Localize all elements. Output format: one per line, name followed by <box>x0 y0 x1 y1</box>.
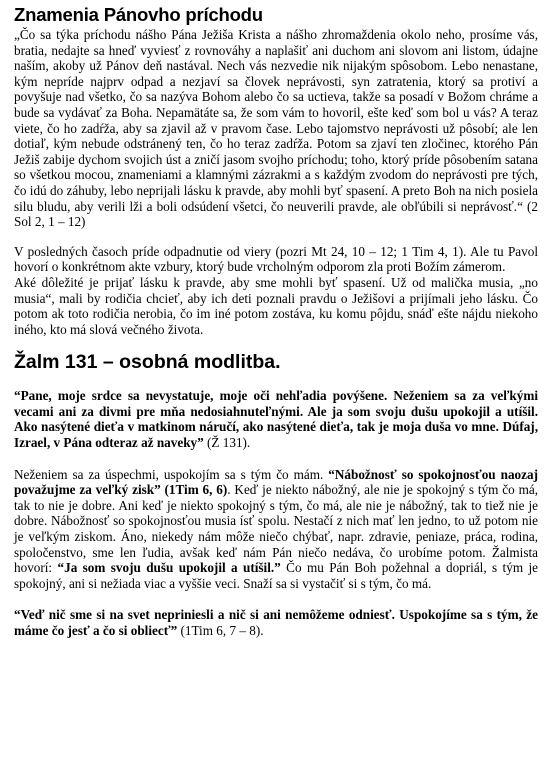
psalm-quote-paragraph <box>14 388 538 450</box>
closing-paragraph <box>14 607 538 638</box>
contentment-ending: Čo mu Pán Boh požehnal a dopriál, s tým je spokojný, ani si nežiada viac a vyššie veci. Snaží sa si vystačiť si s tým, čo má. <box>14 560 538 591</box>
psalm-reference: (Ž 131). <box>203 435 251 451</box>
section-title-psalm: Žalm 131 – osobná modlitba. <box>14 351 281 374</box>
contentment-paragraph <box>14 467 538 592</box>
scripture-quote-paragraph: „Čo sa týka príchodu nášho Pána Ježiša Krista a nášho zhromaždenia okolo neho, prosíme vás, bratia, nedajte sa hneď vyviesť z rovnováhy a naplašiť ani duchom ani slovom ani listom, údajne naším, akoby už Pánov deň nastával. Nech vás nezvedie nik nijakým spôsobom. Lebo nenastane, kým nepríde najprv odpad a nezjaví sa človek neprávosti, syn zatratenia, ktorý sa protiví a povyšuje nad všetko, čo sa nazýva Bohom alebo čo sa uctieva, takže sa posadí v Božom chráme a bude sa vydávať za Boha. Nepamätáte sa, že som vám to hovoril, ešte keď som bol u vás? A teraz viete, čo ho zadŕža, aby sa zjavil až v pravom čase. Lebo tajomstvo neprávosti už pôsobí; ale len dotiaľ, kým nebude odstránený ten, čo ho teraz zadŕža. Potom sa zjaví ten zločinec, ktorého Pán Ježiš zabije dychom svojich úst a zničí jasom svojho príchodu; toho, ktorý príde pôsobením satana so všetkou mocou, znameniami a klamnými zázrakmi a s každým zvodom do neprávosti pre tých, čo idú do záhuby, lebo neprijali lásku k pravde, aby mohli byť spasení. A preto Boh na nich posiela silu bludu, aby verili lži a boli odsúdení všetci, čo neuverili pravde, ale obľúbili si neprávosť.“ (2 Sol 2, 1 – 12) <box>14 27 538 230</box>
closing-reference: (1Tim 6, 7 – 8). <box>177 623 264 638</box>
contentment-intro: Neženiem sa za úspechmi, uspokojím sa s tým čo mám. <box>14 466 329 482</box>
timothy-quote: “Nábožnosť so spokojnosťou naozaj považujme za veľký zisk” (1Tim 6, 6) <box>14 466 538 498</box>
psalm-quote-text: “Pane, moje srdce sa nevystatuje, moje oči nehľadia povýšene. Neženiem sa za veľkými vecami ani za divmi pre mňa nedosiahnuteľnými. Ale ja som svoju dušu upokojil a utíšil. Ako nasýtené dieťa v matkinom náručí, ako nasýtené dieťa, tak je moja duša vo mne. Dúfaj, Izrael, v Pána odteraz až naveky” <box>14 388 538 451</box>
closing-quote: “Veď nič sme si na svet nepriniesli a nič si ani nemôžeme odniesť. Uspokojíme sa s tým, že máme čo jesť a čo si obliecť” <box>14 607 538 638</box>
psalmist-quote: “Ja som svoju dušu upokojil a utíšil.” <box>57 560 281 576</box>
contentment-body: . Keď je niekto nábožný, ale nie je spokojný s tým čo má, tak to nie je dobre. Ani keď je niekto spokojný s tým, čo má, ale nie je nábožný, tak to tiež nie je dobre. Nábožnosť so spokojnosťou musia ísť spolu. Nestačí z nich mať len jedno, to už potom nie je veľkým ziskom. Áno, niekedy nám môže niečo chýbať, napr. zdravie, peniaze, práca, rodina, spoločenstvo, sme len ľudia, avšak keď nám Pán niečo nedáva, čo urobíme potom. Žalmista hovorí: <box>14 482 538 576</box>
section-title-signs: Znamenia Pánovho príchodu <box>14 4 263 25</box>
apostasy-paragraph: V posledných časoch príde odpadnutie od viery (pozri Mt 24, 10 – 12; 1 Tim 4, 1). Ale tu Pavol hovorí o konkrétnom akte vzbury, ktorý bude vrcholným odporom zla proti Božím zámerom. <box>14 243 538 275</box>
love-of-truth-paragraph: Aké dôležité je prijať lásku k pravde, aby sme mohli byť spasení. Už od malička musia, „no musia“, mali by rodičia chcieť, aby ich deti poznali pravdu o Ježišovi a prijímali jeho lásku. Čo potom ak toto rodičia nerobia, čo im iné potom zostáva, ku komu pôjdu, snáď ešte nájdu niekoho iného, kto má slová večného života. <box>14 274 538 337</box>
